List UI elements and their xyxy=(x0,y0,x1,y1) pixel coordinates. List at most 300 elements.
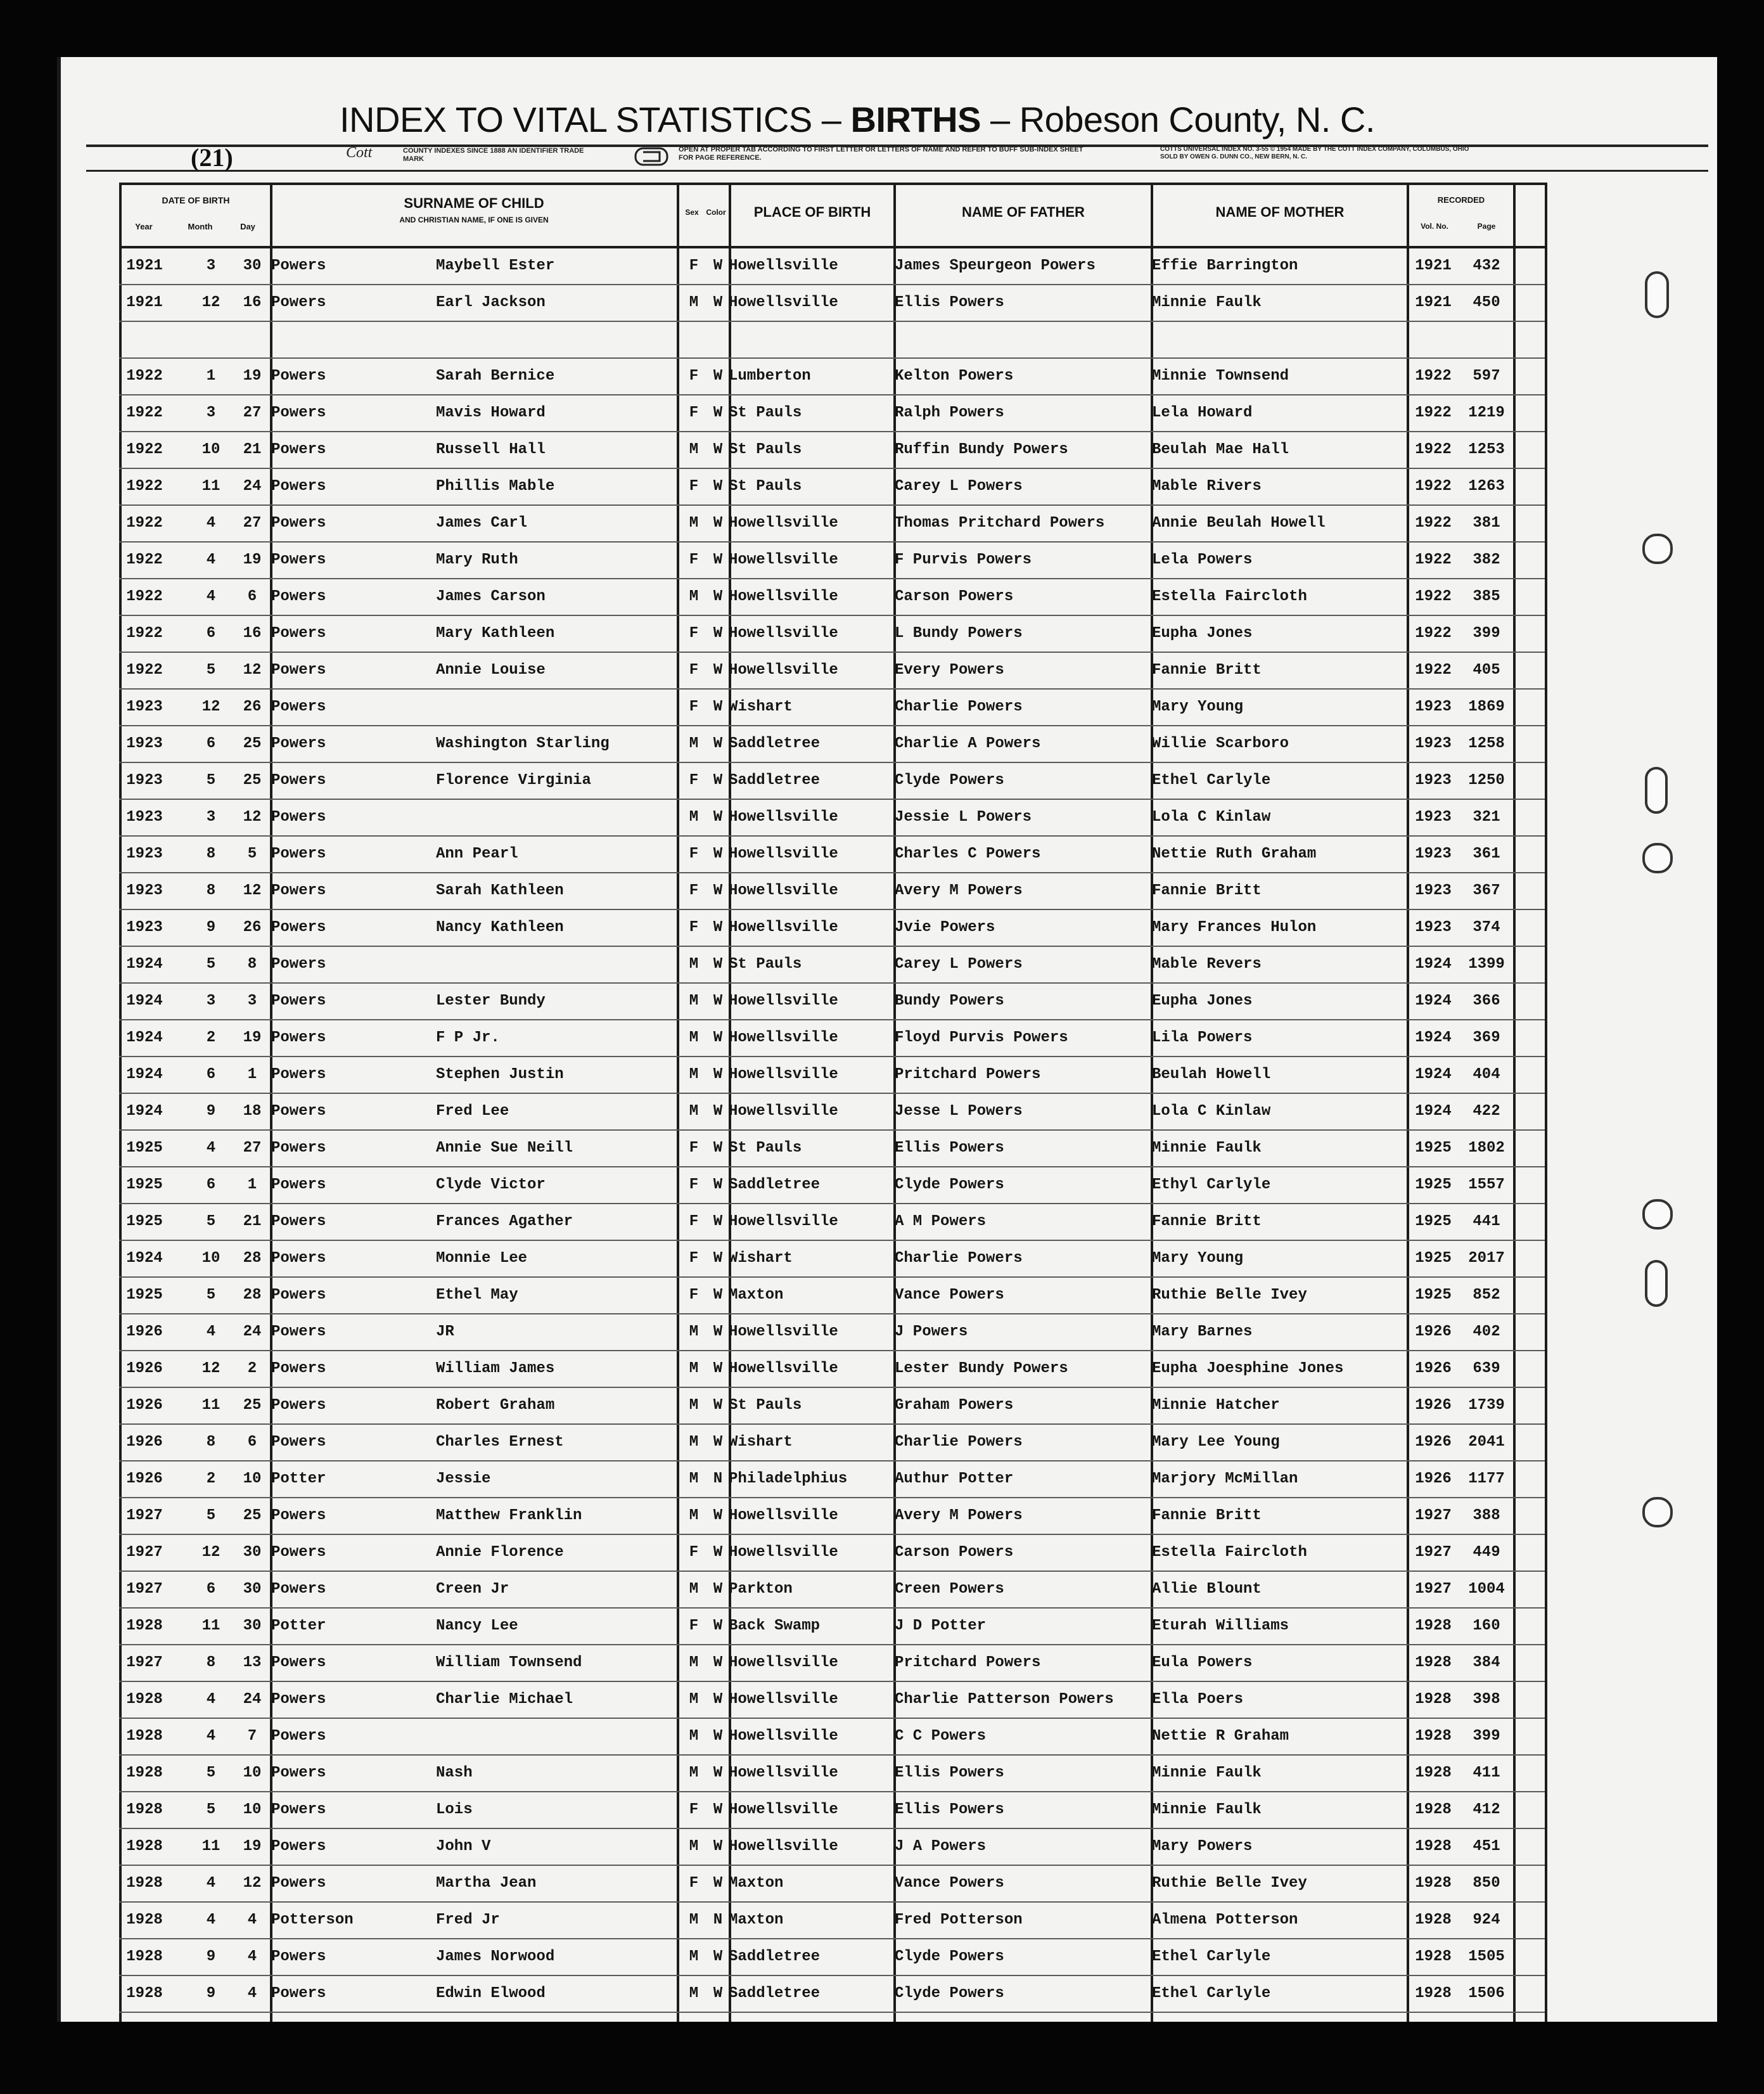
surname-cell: Powers xyxy=(271,1507,326,1524)
father-name-cell: Charles C Powers xyxy=(895,845,1041,863)
table-row xyxy=(119,616,1545,653)
header-month: Month xyxy=(188,222,213,231)
given-name-cell: Russell Hall xyxy=(436,441,546,458)
birth-month-cell: 4 xyxy=(206,551,216,568)
table-row xyxy=(119,947,1545,984)
birth-month-cell: 5 xyxy=(206,956,216,973)
place-of-birth-cell: Wishart xyxy=(729,698,793,716)
mother-name-cell: Fannie Britt xyxy=(1152,882,1262,899)
volume-number-cell: 1922 xyxy=(1415,441,1452,458)
surname-cell: Powers xyxy=(271,882,326,899)
page-number-cell: 361 xyxy=(1473,845,1500,863)
place-of-birth-cell: Saddletree xyxy=(729,772,821,789)
table-row xyxy=(119,873,1545,910)
birth-year-cell: 1924 xyxy=(126,1029,163,1046)
table-row xyxy=(119,395,1545,432)
sex-cell: M xyxy=(689,1507,699,1524)
given-name-cell: Annie Sue Neill xyxy=(436,1140,573,1157)
color-cell: W xyxy=(713,698,723,716)
table-row xyxy=(119,800,1545,837)
place-of-birth-cell: Howellsville xyxy=(729,1213,838,1230)
color-cell: W xyxy=(713,809,723,826)
sex-cell: M xyxy=(689,1397,699,1414)
table-row xyxy=(119,1645,1545,1682)
birth-month-cell: 4 xyxy=(206,515,216,532)
place-of-birth-cell: Howellsville xyxy=(729,1691,838,1708)
given-name-cell: Martha Jean xyxy=(436,1875,537,1892)
surname-cell: Powers xyxy=(271,478,326,495)
birth-day-cell: 30 xyxy=(243,1617,262,1635)
father-name-cell: L Bundy Powers xyxy=(895,625,1023,642)
header-color: Color xyxy=(706,208,726,217)
birth-year-cell: 1927 xyxy=(126,1507,163,1524)
header-father: NAME OF FATHER xyxy=(962,204,1085,220)
birth-day-cell: 8 xyxy=(247,956,257,973)
sex-cell: M xyxy=(689,441,699,458)
place-of-birth-cell: Maxton xyxy=(729,1875,784,1892)
birth-month-cell: 12 xyxy=(201,1544,220,1561)
birth-year-cell: 1926 xyxy=(126,1360,163,1377)
mother-name-cell: Fannie Britt xyxy=(1152,1213,1262,1230)
page-number-cell: 1219 xyxy=(1468,404,1505,421)
color-cell: W xyxy=(713,625,723,642)
volume-number-cell: 1922 xyxy=(1415,662,1452,679)
birth-month-cell: 4 xyxy=(206,1728,216,1745)
volume-number-cell: 1925 xyxy=(1415,1287,1452,1304)
surname-cell: Powers xyxy=(271,1764,326,1782)
color-cell: W xyxy=(713,1066,723,1083)
mother-name-cell: Eula Powers xyxy=(1152,1654,1253,1671)
mother-name-cell: Ella Poers xyxy=(1152,1691,1244,1708)
given-name-cell: Sarah Bernice xyxy=(436,368,555,385)
page-number-cell: 404 xyxy=(1473,1066,1500,1083)
surname-cell: Powers xyxy=(271,772,326,789)
table-row xyxy=(119,1314,1545,1351)
volume-number-cell: 1922 xyxy=(1415,368,1452,385)
color-cell: N xyxy=(713,1470,723,1487)
sex-cell: M xyxy=(689,1103,699,1120)
surname-cell: Powers xyxy=(271,662,326,679)
surname-cell: Powers xyxy=(271,1250,326,1267)
sex-cell: F xyxy=(689,551,699,568)
place-of-birth-cell: Howellsville xyxy=(729,1801,838,1818)
page-number-cell: 451 xyxy=(1473,1838,1500,1855)
volume-number-cell: 1921 xyxy=(1415,294,1452,311)
sex-cell: M xyxy=(689,588,699,605)
color-cell: W xyxy=(713,1801,723,1818)
birth-year-cell: 1928 xyxy=(126,1985,163,2002)
sex-cell: M xyxy=(689,1911,699,1929)
father-name-cell: A M Powers xyxy=(895,1213,987,1230)
birth-day-cell: 28 xyxy=(243,1250,262,1267)
mother-name-cell: Nettie R Graham xyxy=(1152,1728,1289,1745)
father-name-cell: Carey L Powers xyxy=(895,956,1023,973)
page-number-cell: 1557 xyxy=(1468,1176,1505,1193)
birth-day-cell: 1 xyxy=(247,1066,257,1083)
page-number-cell: 432 xyxy=(1473,257,1500,274)
birth-year-cell: 1922 xyxy=(126,588,163,605)
sex-cell: F xyxy=(689,1875,699,1892)
birth-year-cell: 1923 xyxy=(126,882,163,899)
birth-month-cell: 12 xyxy=(201,698,220,716)
page-number-cell: 639 xyxy=(1473,1360,1500,1377)
father-name-cell: Clyde Powers xyxy=(895,1985,1004,2002)
birth-year-cell: 1923 xyxy=(126,809,163,826)
volume-number-cell: 1928 xyxy=(1415,1948,1452,1965)
page-number-cell: 924 xyxy=(1473,1911,1500,1929)
mother-name-cell: Estella Faircloth xyxy=(1152,1544,1307,1561)
birth-month-cell: 5 xyxy=(206,1507,216,1524)
birth-month-cell: 4 xyxy=(206,1911,216,1929)
table-row xyxy=(119,1278,1545,1314)
mother-name-cell: Ethyl Carlyle xyxy=(1152,1176,1271,1193)
volume-number-cell: 1928 xyxy=(1415,1654,1452,1671)
birth-month-cell: 5 xyxy=(206,1764,216,1782)
color-cell: W xyxy=(713,294,723,311)
binder-hole xyxy=(1642,1497,1673,1527)
sex-cell: M xyxy=(689,515,699,532)
birth-month-cell: 6 xyxy=(206,1176,216,1193)
mother-name-cell: Eupha Joesphine Jones xyxy=(1152,1360,1344,1377)
birth-day-cell: 30 xyxy=(243,1581,262,1598)
given-name-cell: Fred Jr xyxy=(436,1911,500,1929)
father-name-cell: Carey L Powers xyxy=(895,478,1023,495)
birth-day-cell: 10 xyxy=(243,1801,262,1818)
table-row xyxy=(119,726,1545,763)
place-of-birth-cell: Saddletree xyxy=(729,1176,821,1193)
birth-month-cell: 3 xyxy=(206,809,216,826)
color-cell: W xyxy=(713,1544,723,1561)
birth-month-cell: 9 xyxy=(206,1103,216,1120)
birth-year-cell: 1927 xyxy=(126,1654,163,1671)
page-number-cell: 399 xyxy=(1473,625,1500,642)
place-of-birth-cell: Howellsville xyxy=(729,625,838,642)
volume-number-cell: 1928 xyxy=(1415,1911,1452,1929)
birth-month-cell: 8 xyxy=(206,845,216,863)
mother-name-cell: Mary Lee Young xyxy=(1152,1434,1280,1451)
birth-month-cell: 5 xyxy=(206,1801,216,1818)
surname-cell: Powers xyxy=(271,956,326,973)
color-cell: W xyxy=(713,1287,723,1304)
place-of-birth-cell: Back Swamp xyxy=(729,1617,821,1635)
volume-number-cell: 1924 xyxy=(1415,1066,1452,1083)
sex-cell: M xyxy=(689,1066,699,1083)
father-name-cell: F Purvis Powers xyxy=(895,551,1032,568)
birth-day-cell: 24 xyxy=(243,1323,262,1340)
place-of-birth-cell: Howellsville xyxy=(729,1103,838,1120)
sheet-number: (21) xyxy=(191,143,233,172)
place-of-birth-cell: Howellsville xyxy=(729,919,838,936)
surname-cell: Powers xyxy=(271,919,326,936)
mother-name-cell: Marjory McMillan xyxy=(1152,1470,1298,1487)
sex-cell: F xyxy=(689,625,699,642)
mother-name-cell: Ruthie Belle Ivey xyxy=(1152,1287,1307,1304)
table-row xyxy=(119,1792,1545,1829)
birth-month-cell: 4 xyxy=(206,1140,216,1157)
father-name-cell: Avery M Powers xyxy=(895,882,1023,899)
given-name-cell: Earl Jackson xyxy=(436,294,546,311)
table-row xyxy=(119,690,1545,726)
volume-number-cell: 1928 xyxy=(1415,1875,1452,1892)
volume-number-cell: 1923 xyxy=(1415,735,1452,752)
title-births: BIRTHS xyxy=(850,100,981,139)
place-of-birth-cell: Howellsville xyxy=(729,1544,838,1561)
sex-cell: F xyxy=(689,882,699,899)
table-row xyxy=(119,322,1545,359)
birth-month-cell: 11 xyxy=(201,1617,220,1635)
father-name-cell: Clyde Powers xyxy=(895,1948,1004,1965)
surname-cell: Powers xyxy=(271,404,326,421)
given-name-cell: Nash xyxy=(436,1764,473,1782)
sex-cell: F xyxy=(689,662,699,679)
surname-cell: Powers xyxy=(271,735,326,752)
surname-cell: Powers xyxy=(271,441,326,458)
birth-day-cell: 10 xyxy=(243,1470,262,1487)
given-name-cell: James Norwood xyxy=(436,1948,555,1965)
given-name-cell: Maybell Ester xyxy=(436,257,555,274)
birth-day-cell: 25 xyxy=(243,772,262,789)
table-row xyxy=(119,359,1545,395)
birth-day-cell: 24 xyxy=(243,1691,262,1708)
surname-cell: Powers xyxy=(271,1838,326,1855)
volume-number-cell: 1928 xyxy=(1415,1764,1452,1782)
birth-year-cell: 1922 xyxy=(126,404,163,421)
birth-day-cell: 19 xyxy=(243,1838,262,1855)
birth-month-cell: 6 xyxy=(206,735,216,752)
birth-month-cell: 5 xyxy=(206,662,216,679)
binder-hole xyxy=(1645,271,1669,318)
place-of-birth-cell: Howellsville xyxy=(729,1728,838,1745)
mother-name-cell: Lola C Kinlaw xyxy=(1152,809,1271,826)
page-number-cell: 1258 xyxy=(1468,735,1505,752)
surname-cell: Powers xyxy=(271,588,326,605)
father-name-cell: Every Powers xyxy=(895,662,1004,679)
surname-cell: Powers xyxy=(271,294,326,311)
surname-cell: Powers xyxy=(271,257,326,274)
header-surname-sub: AND CHRISTIAN NAME, IF ONE IS GIVEN xyxy=(399,215,549,224)
birth-day-cell: 12 xyxy=(243,1875,262,1892)
birth-day-cell: 19 xyxy=(243,1029,262,1046)
table-row xyxy=(119,1535,1545,1572)
birth-year-cell: 1924 xyxy=(126,1103,163,1120)
table-row xyxy=(119,1204,1545,1241)
place-of-birth-cell: Parkton xyxy=(729,1581,793,1598)
page-number-cell: 1802 xyxy=(1468,1140,1505,1157)
color-cell: W xyxy=(713,845,723,863)
place-of-birth-cell: Howellsville xyxy=(729,1029,838,1046)
birth-day-cell: 5 xyxy=(247,845,257,863)
sex-cell: F xyxy=(689,1544,699,1561)
color-cell: W xyxy=(713,441,723,458)
place-of-birth-cell: Maxton xyxy=(729,1911,784,1929)
father-name-cell: Authur Potter xyxy=(895,1470,1014,1487)
page-number-cell: 412 xyxy=(1473,1801,1500,1818)
color-cell: W xyxy=(713,478,723,495)
color-cell: W xyxy=(713,1250,723,1267)
surname-cell: Powers xyxy=(271,1287,326,1304)
birth-year-cell: 1927 xyxy=(126,1581,163,1598)
place-of-birth-cell: St Pauls xyxy=(729,441,802,458)
mother-name-cell: Minnie Townsend xyxy=(1152,368,1289,385)
birth-day-cell: 16 xyxy=(243,294,262,311)
table-row xyxy=(119,1719,1545,1756)
father-name-cell: Ellis Powers xyxy=(895,294,1004,311)
father-name-cell: Jessie L Powers xyxy=(895,809,1032,826)
birth-day-cell: 30 xyxy=(243,1544,262,1561)
sex-cell: F xyxy=(689,919,699,936)
sex-cell: F xyxy=(689,1617,699,1635)
color-cell: W xyxy=(713,919,723,936)
table-row xyxy=(119,469,1545,506)
mother-name-cell: Minnie Faulk xyxy=(1152,1764,1262,1782)
instructions-note: OPEN AT PROPER TAB ACCORDING TO FIRST LETTER OR LETTERS OF NAME AND REFER TO BUFF SUB-INDEX SHEET FOR PAGE REFERENCE. xyxy=(679,146,1083,162)
sex-cell: F xyxy=(689,368,699,385)
table-row xyxy=(119,1976,1545,2013)
father-name-cell: Charlie Powers xyxy=(895,698,1023,716)
surname-cell: Powers xyxy=(271,1029,326,1046)
place-of-birth-cell: Saddletree xyxy=(729,1948,821,1965)
color-cell: W xyxy=(713,1875,723,1892)
page-number-cell: 422 xyxy=(1473,1103,1500,1120)
mother-name-cell: Eturah Williams xyxy=(1152,1617,1289,1635)
birth-day-cell: 21 xyxy=(243,1213,262,1230)
sex-cell: F xyxy=(689,1213,699,1230)
father-name-cell: J D Potter xyxy=(895,1617,987,1635)
volume-number-cell: 1928 xyxy=(1415,1801,1452,1818)
header-sex: Sex xyxy=(685,208,699,217)
mother-name-cell: Minnie Faulk xyxy=(1152,1140,1262,1157)
page-number-cell: 1505 xyxy=(1468,1948,1505,1965)
sex-cell: M xyxy=(689,1948,699,1965)
volume-number-cell: 1926 xyxy=(1415,1360,1452,1377)
surname-cell: Powers xyxy=(271,1397,326,1414)
color-cell: W xyxy=(713,1323,723,1340)
mother-name-cell: Ruthie Belle Ivey xyxy=(1152,1875,1307,1892)
place-of-birth-cell: Howellsville xyxy=(729,257,838,274)
mother-name-cell: Ethel Carlyle xyxy=(1152,772,1271,789)
birth-month-cell: 1 xyxy=(206,368,216,385)
given-name-cell: Nancy Kathleen xyxy=(436,919,564,936)
surname-cell: Powers xyxy=(271,1985,326,2002)
color-cell: W xyxy=(713,956,723,973)
page-number-cell: 597 xyxy=(1473,368,1500,385)
volume-number-cell: 1928 xyxy=(1415,1985,1452,2002)
birth-day-cell: 27 xyxy=(243,404,262,421)
volume-number-cell: 1927 xyxy=(1415,1544,1452,1561)
mother-name-cell: Minnie Faulk xyxy=(1152,294,1262,311)
sex-cell: M xyxy=(689,1764,699,1782)
mother-name-cell: Effie Barrington xyxy=(1152,257,1298,274)
birth-year-cell: 1922 xyxy=(126,515,163,532)
sex-cell: M xyxy=(689,1691,699,1708)
volume-number-cell: 1923 xyxy=(1415,772,1452,789)
sex-cell: F xyxy=(689,1801,699,1818)
mother-name-cell: Beulah Mae Hall xyxy=(1152,441,1289,458)
table-row xyxy=(119,543,1545,579)
surname-cell: Powers xyxy=(271,1875,326,1892)
volume-number-cell: 1925 xyxy=(1415,1213,1452,1230)
place-of-birth-cell: Saddletree xyxy=(729,1985,821,2002)
mother-name-cell: Minnie Faulk xyxy=(1152,1801,1262,1818)
binder-hole xyxy=(1645,767,1668,814)
page-number-cell: 1739 xyxy=(1468,1397,1505,1414)
page-number-cell: 367 xyxy=(1473,882,1500,899)
father-name-cell: Ellis Powers xyxy=(895,1140,1004,1157)
birth-year-cell: 1928 xyxy=(126,1764,163,1782)
color-cell: W xyxy=(713,1764,723,1782)
mother-name-cell: Lela Powers xyxy=(1152,551,1253,568)
birth-day-cell: 25 xyxy=(243,1397,262,1414)
sex-cell: M xyxy=(689,294,699,311)
given-name-cell: Phillis Mable xyxy=(436,478,555,495)
table-row xyxy=(119,1241,1545,1278)
place-of-birth-cell: Howellsville xyxy=(729,1654,838,1671)
surname-cell: Powers xyxy=(271,368,326,385)
volume-number-cell: 1926 xyxy=(1415,1323,1452,1340)
color-cell: W xyxy=(713,882,723,899)
surname-cell: Powers xyxy=(271,992,326,1010)
father-name-cell: Ellis Powers xyxy=(895,1764,1004,1782)
birth-month-cell: 8 xyxy=(206,882,216,899)
volume-number-cell: 1923 xyxy=(1415,809,1452,826)
page-number-cell: 160 xyxy=(1473,1617,1500,1635)
birth-month-cell: 11 xyxy=(201,1397,220,1414)
birth-year-cell: 1924 xyxy=(126,1250,163,1267)
given-name-cell: Clyde Victor xyxy=(436,1176,546,1193)
place-of-birth-cell: St Pauls xyxy=(729,478,802,495)
table-row xyxy=(119,1829,1545,1866)
sex-cell: M xyxy=(689,735,699,752)
title-prefix: INDEX TO VITAL STATISTICS – xyxy=(340,100,841,139)
mother-name-cell: Mable Revers xyxy=(1152,956,1262,973)
mother-name-cell: Lila Powers xyxy=(1152,1029,1253,1046)
place-of-birth-cell: Howellsville xyxy=(729,1838,838,1855)
surname-cell: Powers xyxy=(271,1066,326,1083)
birth-day-cell: 30 xyxy=(243,257,262,274)
birth-year-cell: 1926 xyxy=(126,1397,163,1414)
birth-day-cell: 12 xyxy=(243,882,262,899)
place-of-birth-cell: Howellsville xyxy=(729,882,838,899)
volume-number-cell: 1922 xyxy=(1415,478,1452,495)
surname-cell: Powers xyxy=(271,1801,326,1818)
given-name-cell: Mary Ruth xyxy=(436,551,518,568)
father-name-cell: Jvie Powers xyxy=(895,919,995,936)
table-row xyxy=(119,653,1545,690)
given-name-cell: Charles Ernest xyxy=(436,1434,564,1451)
color-cell: W xyxy=(713,992,723,1010)
birth-year-cell: 1922 xyxy=(126,625,163,642)
surname-cell: Powers xyxy=(271,1176,326,1193)
mother-name-cell: Estella Faircloth xyxy=(1152,588,1307,605)
father-name-cell: Creen Powers xyxy=(895,1581,1004,1598)
place-of-birth-cell: St Pauls xyxy=(729,1397,802,1414)
given-name-cell: Ann Pearl xyxy=(436,845,518,863)
given-name-cell: JR xyxy=(436,1323,454,1340)
table-row xyxy=(119,837,1545,873)
father-name-cell: Graham Powers xyxy=(895,1397,1014,1414)
birth-day-cell: 6 xyxy=(247,1434,257,1451)
father-name-cell: Ruffin Bundy Powers xyxy=(895,441,1068,458)
birth-day-cell: 26 xyxy=(243,919,262,936)
sex-cell: M xyxy=(689,1581,699,1598)
color-cell: W xyxy=(713,1838,723,1855)
color-cell: N xyxy=(713,1911,723,1929)
given-name-cell: Sarah Kathleen xyxy=(436,882,564,899)
sex-cell: M xyxy=(689,1434,699,1451)
color-cell: W xyxy=(713,1397,723,1414)
birth-year-cell: 1923 xyxy=(126,772,163,789)
birth-day-cell: 21 xyxy=(243,441,262,458)
